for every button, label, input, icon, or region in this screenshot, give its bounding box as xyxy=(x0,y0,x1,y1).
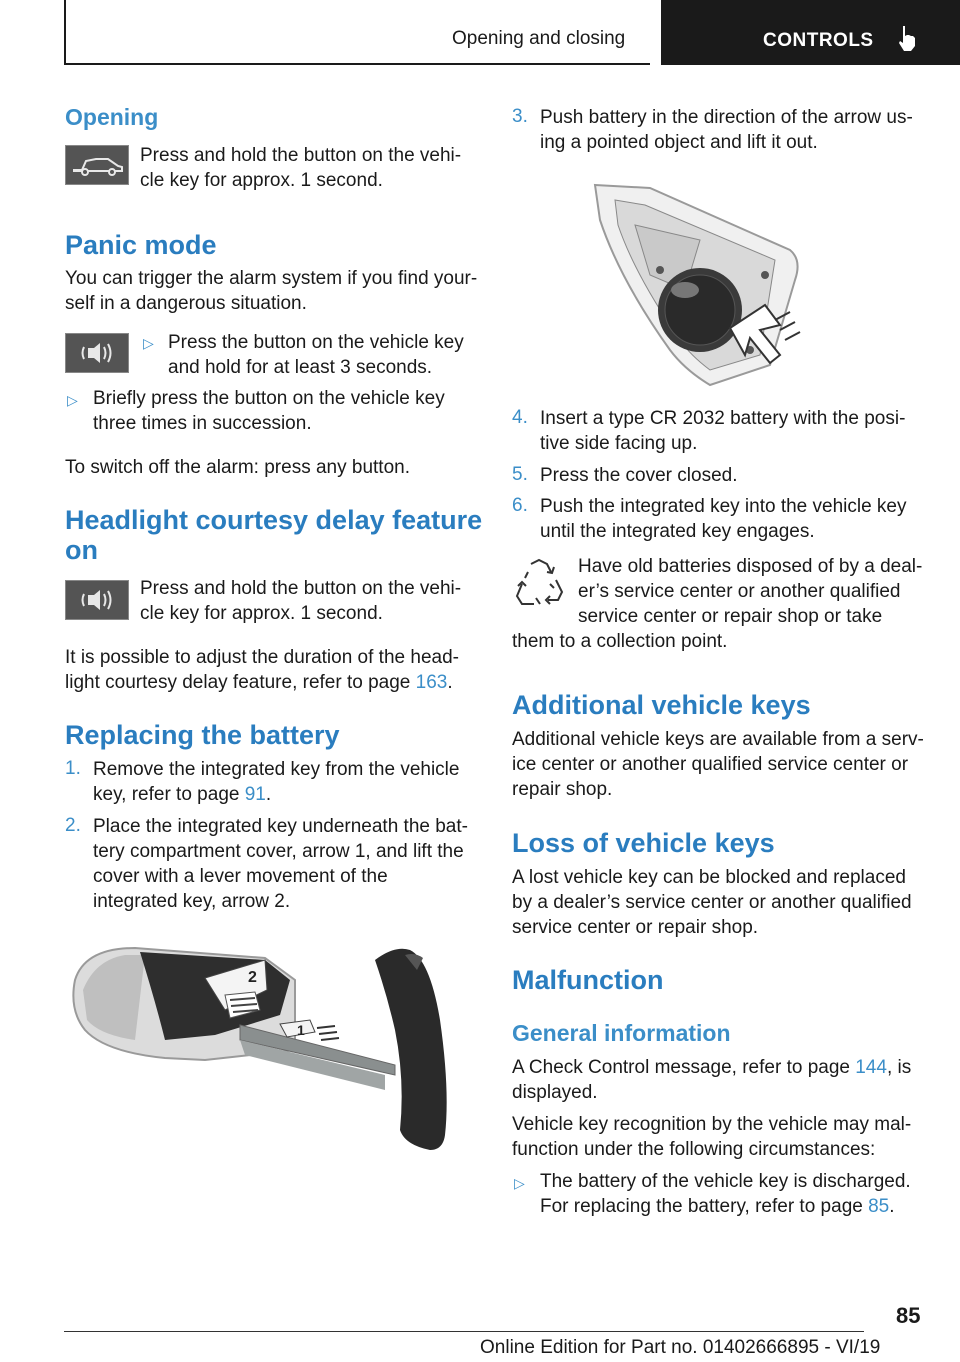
general-bullet-1-line-2: For replacing the battery, refer to page 85. xyxy=(540,1196,895,1217)
step-6-line-2: until the integrated key engages. xyxy=(540,521,815,542)
general-bullet-1-line-1: The battery of the vehicle key is discharged. xyxy=(540,1171,911,1192)
recycle-text-line-1: Have old batteries disposed of by a deal‐ xyxy=(578,556,923,577)
step-2-line-3: cover with a lever movement of the xyxy=(93,866,388,887)
header-bottom-rule xyxy=(64,63,650,65)
step-number: 1. xyxy=(65,758,81,779)
recycle-text-line-4: them to a collection point. xyxy=(512,631,728,652)
general-line-3: Vehicle key recognition by the vehicle may mal‐ xyxy=(512,1114,912,1135)
step-1-line-1: Remove the integrated key from the vehicle xyxy=(93,759,460,780)
footer-edition: Online Edition for Part no. 01402666895 - VI/19 xyxy=(480,1337,881,1358)
key-removal-illustration xyxy=(65,940,460,1155)
battery-removal-illustration xyxy=(590,180,805,390)
step-number: 3. xyxy=(512,106,528,127)
panic-bullet-1-line-1: Press the button on the vehicle key xyxy=(168,332,464,353)
headlight-adjust-line-1: It is possible to adjust the duration of the head‐ xyxy=(65,647,459,668)
additional-keys-line-3: repair shop. xyxy=(512,779,613,800)
svg-text:2: 2 xyxy=(248,969,257,986)
bullet-marker: ▷ xyxy=(514,1175,525,1191)
headlight-adjust-line-2: light courtesy delay feature, refer to page 163. xyxy=(65,672,453,693)
step-2-line-2: tery compartment cover, arrow 1, and lift the xyxy=(93,841,464,862)
page-link-91[interactable]: 91 xyxy=(244,784,266,805)
step-3-line-1: Push battery in the direction of the arrow us‐ xyxy=(540,107,913,128)
additional-keys-line-1: Additional vehicle keys are available from a serv‐ xyxy=(512,729,924,750)
loss-keys-heading: Loss of vehicle keys xyxy=(512,828,775,858)
opening-text-line-1: Press and hold the button on the vehi‐ xyxy=(140,145,462,166)
panic-bullet-2-line-2: three times in succession. xyxy=(93,413,312,434)
general-line-4: function under the following circumstances: xyxy=(512,1139,876,1160)
header-chapter-label: CONTROLS xyxy=(763,30,874,51)
step-number: 4. xyxy=(512,407,528,428)
headlight-text-line-1: Press and hold the button on the vehi‐ xyxy=(140,578,462,599)
header-left-rule xyxy=(64,0,66,64)
bullet-marker: ▷ xyxy=(67,392,78,408)
additional-keys-line-2: ice center or another qualified service center or xyxy=(512,754,909,775)
page-link-163[interactable]: 163 xyxy=(415,672,448,693)
general-line-2: displayed. xyxy=(512,1082,598,1103)
page-link-144[interactable]: 144 xyxy=(855,1057,887,1078)
step-4-line-2: tive side facing up. xyxy=(540,433,698,454)
headlight-heading-line-1: Headlight courtesy delay feature xyxy=(65,505,483,535)
panic-off-text: To switch off the alarm: press any button. xyxy=(65,457,410,478)
footer-rule xyxy=(64,1331,864,1332)
loss-keys-line-1: A lost vehicle key can be blocked and replaced xyxy=(512,867,906,888)
header-chapter-tab xyxy=(661,0,960,65)
bullet-marker: ▷ xyxy=(143,335,154,351)
headlight-text-line-2: cle key for approx. 1 second. xyxy=(140,603,383,624)
panic-heading: Panic mode xyxy=(65,230,217,260)
step-1-line-2: key, refer to page 91. xyxy=(93,784,272,805)
page-link-85[interactable]: 85 xyxy=(868,1196,890,1217)
header-section-title: Opening and closing xyxy=(452,28,626,49)
panic-bullet-1-line-2: and hold for at least 3 seconds. xyxy=(168,357,433,378)
step-2-line-4: integrated key, arrow 2. xyxy=(93,891,291,912)
headlight-heading-line-2: on xyxy=(65,535,98,565)
panic-text-line-1: You can trigger the alarm system if you find your‐ xyxy=(65,268,478,289)
step-6-line-1: Push the integrated key into the vehicle key xyxy=(540,496,907,517)
loss-keys-line-3: service center or repair shop. xyxy=(512,917,759,938)
recycle-text-line-3: service center or repair shop or take xyxy=(578,606,883,627)
panic-bullet-2-line-1: Briefly press the button on the vehicle key xyxy=(93,388,445,409)
step-2-line-1: Place the integrated key underneath the bat‐ xyxy=(93,816,468,837)
car-unlock-icon xyxy=(65,145,129,185)
step-5-line-1: Press the cover closed. xyxy=(540,465,738,486)
battery-heading: Replacing the battery xyxy=(65,720,340,750)
recycle-text-line-2: er’s service center or another qualified xyxy=(578,581,901,602)
horn-icon xyxy=(65,333,129,373)
step-3-line-2: ing a pointed object and lift it out. xyxy=(540,132,818,153)
step-number: 6. xyxy=(512,495,528,516)
panic-text-line-2: self in a dangerous situation. xyxy=(65,293,307,314)
step-number: 2. xyxy=(65,815,81,836)
recycle-icon xyxy=(512,558,566,610)
step-number: 5. xyxy=(512,464,528,485)
opening-heading: Opening xyxy=(65,104,159,130)
general-line-1: A Check Control message, refer to page 144, is xyxy=(512,1057,912,1078)
hand-pointer-icon xyxy=(896,24,918,52)
loss-keys-line-2: by a dealer’s service center or another qualified xyxy=(512,892,912,913)
page-number: 85 xyxy=(896,1303,921,1328)
step-4-line-1: Insert a type CR 2032 battery with the posi‐ xyxy=(540,408,906,429)
horn-icon xyxy=(65,580,129,620)
general-info-heading: General information xyxy=(512,1020,731,1046)
additional-keys-heading: Additional vehicle keys xyxy=(512,690,811,720)
opening-text-line-2: cle key for approx. 1 second. xyxy=(140,170,383,191)
malfunction-heading: Malfunction xyxy=(512,965,664,995)
svg-text:1: 1 xyxy=(297,1022,305,1038)
